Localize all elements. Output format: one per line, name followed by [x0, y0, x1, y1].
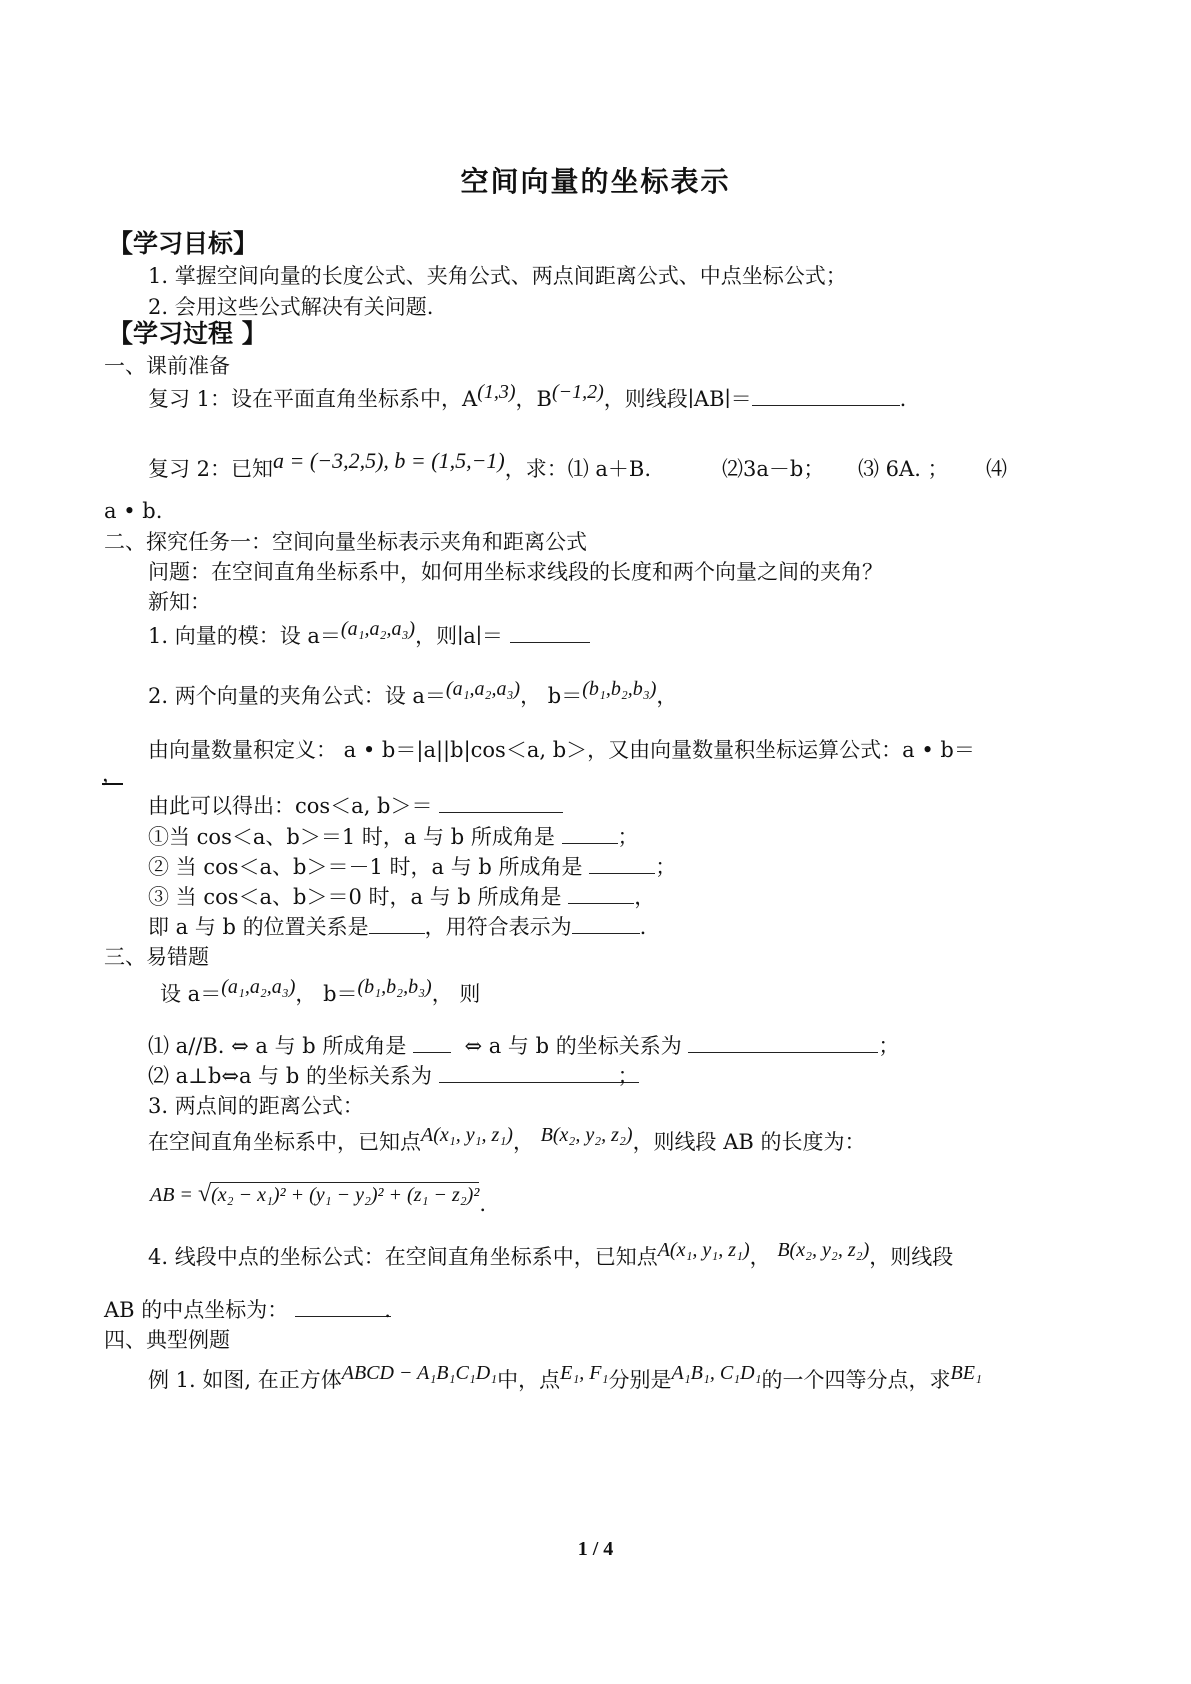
midpoint-tail-text: AB 的中点坐标为：	[104, 1298, 289, 1322]
review-2-prefix: 复习 2：已知	[148, 457, 274, 481]
segment-be1: BE₁	[950, 1362, 982, 1384]
case-4-end: .	[639, 915, 647, 939]
example-1-mid1: 中，点	[497, 1368, 561, 1392]
dot-product-definition: 由向量数量积定义： a • b＝|a||b|cos＜a, b＞，又由向量数量积坐标运算公式：a • b＝	[148, 738, 975, 762]
example-1-mid3: 的一个四等分点，求	[761, 1368, 951, 1392]
new-knowledge-label: 新知：	[148, 590, 211, 614]
case-2-text: ② 当 cos＜a、b＞＝－1 时，a 与 b 所成角是	[148, 855, 583, 879]
point-a: A(x₁, y₁, z₁)	[421, 1124, 513, 1146]
case-2-end: ；	[655, 855, 677, 879]
section-2-title: 二、探究任务一：空间向量坐标表示夹角和距离公式	[104, 530, 587, 554]
answer-blank[interactable]	[413, 1032, 451, 1053]
review-2-q2: ⑵3a－b；	[722, 457, 825, 481]
dot-product-blank[interactable]: ，	[102, 762, 123, 786]
answer-blank[interactable]	[752, 385, 900, 406]
answer-blank[interactable]	[562, 823, 618, 844]
case-1	[148, 823, 639, 851]
knowledge-2-suffix: ，	[656, 684, 678, 708]
case-3-end: ，	[634, 885, 656, 909]
distance-suffix: ，则线段 AB 的长度为：	[632, 1130, 866, 1154]
answer-blank[interactable]	[439, 1062, 639, 1088]
review-1	[148, 381, 907, 414]
distance-formula	[150, 1180, 487, 1216]
formula-end: .	[479, 1192, 487, 1216]
pitfall-2-end: ；	[617, 1064, 639, 1088]
pitfall-1-end: ；	[878, 1034, 900, 1058]
point-b-coord: (−1,2)	[551, 381, 604, 403]
distance-prefix: 在空间直角坐标系中，已知点	[148, 1130, 421, 1154]
review-1-mid: ，B	[515, 387, 552, 411]
pitfall-2	[148, 1062, 639, 1090]
answer-blank[interactable]	[568, 883, 634, 904]
page-title: 空间向量的坐标表示	[460, 165, 731, 198]
case-2	[148, 853, 676, 881]
midpoint-text	[148, 1239, 954, 1272]
example-1-prefix: 例 1. 如图, 在正方体	[148, 1368, 342, 1392]
midpoint-sep: ，	[749, 1245, 771, 1269]
knowledge-2-prefix: 2. 两个向量的夹角公式：设 a＝	[148, 684, 446, 708]
goals-heading: 【学习目标】	[108, 229, 259, 258]
page-number: 1 / 4	[577, 1538, 614, 1560]
midpoint-tail	[104, 1296, 391, 1324]
edges: A₁B₁, C₁D₁	[671, 1362, 762, 1384]
setup-prefix: 设 a＝	[160, 982, 222, 1006]
knowledge-2	[148, 678, 678, 711]
knowledge-2-mid: ， b＝	[520, 684, 583, 708]
section-4-title: 四、典型例题	[104, 1328, 230, 1352]
formula-rhs: (x₂ − x₁)² + (y₁ − y₂)² + (z₁ − z₂)²	[211, 1184, 480, 1206]
cos-derivation	[148, 792, 563, 820]
answer-blank[interactable]	[510, 622, 590, 643]
section-2-question: 问题：在空间直角坐标系中，如何用坐标求线段的长度和两个向量之间的夹角？	[148, 560, 883, 584]
setup-suffix: ， 则	[431, 982, 481, 1006]
point-b: B(x₂, y₂, z₂)	[540, 1124, 633, 1146]
review-2	[148, 448, 652, 483]
distance-sep: ，	[512, 1130, 534, 1154]
answer-blank[interactable]	[572, 913, 640, 934]
vector-a-coords: (a₁,a₂,a₃)	[445, 678, 521, 700]
distance-text	[148, 1124, 866, 1157]
knowledge-1-prefix: 1. 向量的模：设 a＝	[148, 624, 341, 648]
process-heading: 【学习过程 】	[108, 319, 267, 348]
pitfall-1-b: ⇔ a 与 b 的坐标关系为	[464, 1034, 682, 1058]
pitfall-1-a: ⑴ a//B. ⇔ a 与 b 所成角是	[148, 1034, 407, 1058]
answer-blank[interactable]	[589, 853, 655, 874]
review-2-q3: ⑶ 6A. ；	[858, 457, 949, 481]
cos-derivation-text: 由此可以得出：cos＜a, b＞＝	[148, 794, 433, 818]
cube-name: ABCD − A₁B₁C₁D₁	[341, 1362, 498, 1384]
pitfall-2-text: ⑵ a⊥b⇔a 与 b 的坐标关系为	[148, 1064, 432, 1088]
knowledge-1	[148, 618, 590, 651]
review-2-q4: ⑷	[986, 457, 1007, 481]
case-1-text: ①当 cos＜a、b＞＝1 时，a 与 b 所成角是	[148, 825, 555, 849]
case-4-mid: ，用符合表示为	[424, 915, 572, 939]
case-1-end: ；	[617, 825, 639, 849]
review-1-suffix: ，则线段∣AB∣＝	[603, 387, 752, 411]
point-a-coord: (1,3)	[477, 381, 516, 403]
section-3-setup	[160, 976, 481, 1009]
review-2-vectors: a = (−3,2,5), b = (1,5,−1)	[273, 448, 505, 473]
distance-title: 3. 两点间的距离公式：	[148, 1094, 364, 1118]
case-4-prefix: 即 a 与 b 的位置关系是	[148, 915, 369, 939]
example-1-mid2: 分别是	[608, 1368, 672, 1392]
midpoint-suffix: ，则线段	[869, 1245, 954, 1269]
answer-blank[interactable]	[369, 913, 425, 934]
goal-item-2: 2. 会用这些公式解决有关问题.	[148, 295, 434, 319]
example-1	[148, 1362, 982, 1395]
formula-lhs: AB =	[150, 1184, 198, 1206]
points-e1-f1: E₁, F₁	[560, 1362, 609, 1384]
review-2-q1: ，求：⑴ a＋B.	[504, 457, 652, 481]
vector-b-coords: (b₁,b₂,b₃)	[582, 678, 657, 700]
answer-blank[interactable]	[688, 1032, 878, 1053]
answer-blank[interactable]	[439, 792, 563, 813]
goal-item-1: 1. 掌握空间向量的长度公式、夹角公式、两点间距离公式、中点坐标公式；	[148, 264, 847, 288]
point-b: B(x₂, y₂, z₂)	[777, 1239, 870, 1261]
review-1-end: .	[899, 387, 907, 411]
section-1-title: 一、课前准备	[104, 354, 230, 378]
vector-b-coords: (b₁,b₂,b₃)	[357, 976, 432, 998]
case-3	[148, 883, 655, 911]
case-4	[148, 913, 646, 941]
case-3-text: ③ 当 cos＜a、b＞＝0 时，a 与 b 所成角是	[148, 885, 562, 909]
midpoint-prefix: 4. 线段中点的坐标公式：在空间直角坐标系中，已知点	[148, 1245, 658, 1269]
vector-a-coords: (a₁,a₂,a₃)	[221, 976, 296, 998]
review-2-tail: a • b.	[104, 499, 163, 523]
sqrt-icon: √	[197, 1181, 212, 1207]
pitfall-1	[148, 1032, 899, 1060]
vector-a-coords: (a₁,a₂,a₃)	[340, 618, 416, 640]
section-3-title: 三、易错题	[104, 945, 209, 969]
midpoint-end: .	[384, 1298, 391, 1322]
review-1-prefix: 复习 1：设在平面直角坐标系中，A	[148, 387, 478, 411]
answer-blank[interactable]	[295, 1296, 391, 1322]
setup-mid: ， b＝	[295, 982, 358, 1006]
knowledge-1-suffix: ，则∣a∣＝	[415, 624, 503, 648]
point-a: A(x₁, y₁, z₁)	[657, 1239, 750, 1261]
